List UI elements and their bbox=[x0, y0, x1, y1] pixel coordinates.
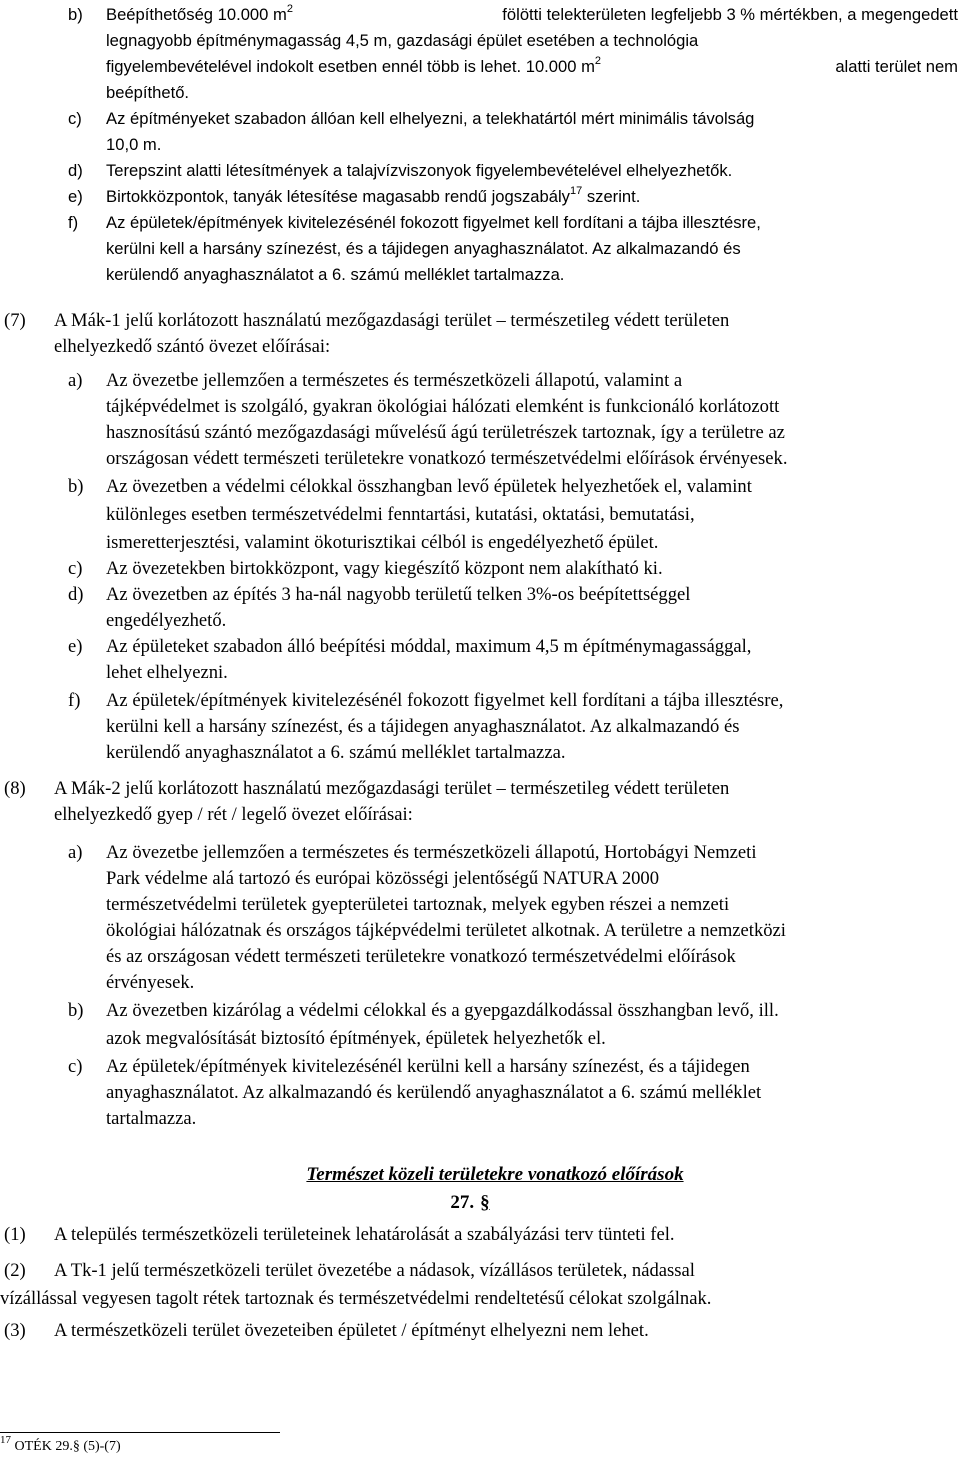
text-line: lehet elhelyezni. bbox=[106, 662, 228, 683]
text-line bbox=[106, 2, 958, 28]
text-segment bbox=[106, 2, 293, 28]
text-run: alatti terület nem bbox=[835, 57, 958, 76]
text-line: Az építményeket szabadon állóan kell elhelyezni, a telekhatártól mért minimális távolság bbox=[106, 109, 755, 128]
text-line: Az épületeket szabadon álló beépítési móddal, maximum 4,5 m építménymagassággal, bbox=[106, 636, 752, 657]
text-line: Az épületek/építmények kivitelezésénél kerülni kell a harsány színezést, és a tájidegen bbox=[106, 1056, 750, 1077]
text-line: kerülni kell a harsány színezést, és a tájidegen anyaghasználatot. Az alkalmazandó és bbox=[106, 239, 741, 258]
superscript: 2 bbox=[594, 55, 602, 68]
text-run: Beépíthetőség 10.000 m bbox=[106, 5, 287, 24]
text-line: Az övezetbe jellemzően a természetes és természetközeli állapotú, Hortobágyi Nemzeti bbox=[106, 842, 757, 863]
list-marker: c) bbox=[68, 1056, 83, 1077]
text-line: és az országosan védett természeti területekre vonatkozó természetvédelmi előírások bbox=[106, 946, 736, 967]
footnote bbox=[0, 1434, 121, 1456]
text-line: ökológiai hálózatnak és országos tájképvédelmi területet alkotnak. A területre a nemzetközi bbox=[106, 920, 786, 941]
section-heading: Természet közeli területekre vonatkozó előírások bbox=[306, 1164, 684, 1185]
section-number-text: 27. bbox=[450, 1192, 475, 1213]
text-line: A természetközeli terület övezeteiben épületet / építményt elhelyezni nem lehet. bbox=[54, 1320, 649, 1341]
list-marker: b) bbox=[68, 5, 83, 24]
text-line: A település természetközeli területeinek lehatárolását a szabályázási terv tünteti fel. bbox=[54, 1224, 675, 1245]
footnote-mark: 17 bbox=[0, 1434, 11, 1447]
text-segment bbox=[106, 54, 601, 80]
paragraph-number: (7) bbox=[4, 310, 26, 331]
text-line: 10,0 m. bbox=[106, 135, 162, 154]
text-line: A Mák-2 jelű korlátozott használatú mezőgazdasági terület – természetileg védett területen bbox=[54, 778, 730, 799]
text-line: ismeretterjesztési, valamint ökoturisztikai célból is engedélyezhető épület. bbox=[106, 532, 659, 553]
list-marker: e) bbox=[68, 636, 83, 657]
list-marker: a) bbox=[68, 370, 83, 391]
text-line: A Tk-1 jelű természetközeli terület övezetébe a nádasok, vízállásos területek, nádassal bbox=[54, 1260, 695, 1281]
paragraph-number: (8) bbox=[4, 778, 26, 799]
text-line: kerülendő anyaghasználatot a 6. számú melléklet tartalmazza. bbox=[106, 742, 566, 763]
text-line: Park védelme alá tartozó és európai közösségi jelentőségű NATURA 2000 bbox=[106, 868, 660, 889]
list-marker: d) bbox=[68, 584, 84, 605]
text-line: Az épületek/építmények kivitelezésénél fokozott figyelmet kell fordítani a tájba illesztésre, bbox=[106, 690, 784, 711]
list-marker: f) bbox=[68, 213, 79, 232]
text-line: tájképvédelmet is szolgáló, gyakran ökológiai hálózati elemként is funkcionáló korlátozott bbox=[106, 396, 780, 417]
text-line: anyaghasználatot. Az alkalmazandó és kerülendő anyaghasználatot a 6. számú melléklet bbox=[106, 1082, 762, 1103]
text-run: Birtokközpontok, tanyák létesítése magasabb rendű jogszabály bbox=[106, 187, 570, 206]
list-marker: e) bbox=[68, 187, 83, 206]
text-line: elhelyezkedő gyep / rét / legelő övezet előírásai: bbox=[54, 804, 413, 825]
text-line bbox=[106, 184, 640, 210]
text-line: hasznosítású szántó mezőgazdasági művelésű ágú területrészek tartoznak, így a területre az bbox=[106, 422, 785, 443]
text-line: vízállással vegyesen tagolt rétek tartoznak és természetvédelmi rendeltetésű célokat szolgálnak. bbox=[0, 1288, 712, 1309]
text-line: Az övezetbe jellemzően a természetes és természetközeli állapotú, valamint a bbox=[106, 370, 683, 391]
text-run: figyelembevételével indokolt esetben ennél több is lehet. 10.000 m bbox=[106, 57, 595, 76]
text-run: fölötti telekterületen legfeljebb 3 % mértékben, a megengedett bbox=[502, 5, 958, 24]
text-line: természetvédelmi területek gyepterületei tartoznak, melyek egyben részei a nemzeti bbox=[106, 894, 730, 915]
text-line: érvényesek. bbox=[106, 972, 195, 993]
list-marker: c) bbox=[68, 109, 82, 128]
footnote-separator bbox=[0, 1432, 280, 1433]
text-line bbox=[106, 54, 958, 80]
list-marker: f) bbox=[68, 690, 81, 711]
section-symbol: § bbox=[480, 1192, 490, 1213]
text-line: különleges esetben természetvédelmi fenntartási, kutatási, oktatási, bemutatási, bbox=[106, 504, 695, 525]
text-line: Az övezetben a védelmi célokkal összhangban levő épületek helyezhetőek el, valamint bbox=[106, 476, 752, 497]
text-line: országosan védett természeti területekre vonatkozó természetvédelmi előírások érvényesek. bbox=[106, 448, 788, 469]
text-line: Az övezetben az építés 3 ha-nál nagyobb területű telken 3%-os beépítettséggel bbox=[106, 584, 691, 605]
text-run: szerint. bbox=[582, 187, 641, 206]
footnote-text: OTÉK 29.§ (5)-(7) bbox=[11, 1439, 121, 1454]
text-line: tartalmazza. bbox=[106, 1108, 197, 1129]
text-line: kerülendő anyaghasználatot a 6. számú melléklet tartalmazza. bbox=[106, 265, 565, 284]
superscript: 2 bbox=[286, 3, 293, 16]
text-line: engedélyezhető. bbox=[106, 610, 227, 631]
text-line: elhelyezkedő szántó övezet előírásai: bbox=[54, 336, 331, 357]
section-number bbox=[0, 1190, 940, 1216]
list-marker: b) bbox=[68, 476, 84, 497]
text-line: Terepszint alatti létesítmények a talajvízviszonyok figyelembevételével elhelyezhetők. bbox=[106, 161, 733, 180]
list-marker: b) bbox=[68, 1000, 84, 1021]
text-line: Az övezetekben birtokközpont, vagy kiegészítő központ nem alakítható ki. bbox=[106, 558, 663, 579]
footnote-ref: 17 bbox=[569, 185, 583, 198]
text-line: Az övezetben kizárólag a védelmi célokkal és a gyepgazdálkodással összhangban levő, ill. bbox=[106, 1000, 779, 1021]
text-line: Az épületek/építmények kivitelezésénél fokozott figyelmet kell fordítani a tájba illesztésre, bbox=[106, 213, 761, 232]
text-line: legnagyobb építménymagasság 4,5 m, gazdasági épület esetében a technológia bbox=[106, 31, 699, 50]
list-marker: c) bbox=[68, 558, 83, 579]
text-line: azok megvalósítását biztosító építmények, épületek helyezhetők el. bbox=[106, 1028, 606, 1049]
paragraph-number: (2) bbox=[4, 1260, 26, 1281]
list-marker: d) bbox=[68, 161, 83, 180]
text-line: A Mák-1 jelű korlátozott használatú mezőgazdasági terület – természetileg védett területen bbox=[54, 310, 730, 331]
paragraph-number: (3) bbox=[4, 1320, 26, 1341]
paragraph-number: (1) bbox=[4, 1224, 26, 1245]
text-line: beépíthető. bbox=[106, 83, 190, 102]
list-marker: a) bbox=[68, 842, 83, 863]
text-line: kerülni kell a harsány színezést, és a tájidegen anyaghasználatot. Az alkalmazandó és bbox=[106, 716, 740, 737]
